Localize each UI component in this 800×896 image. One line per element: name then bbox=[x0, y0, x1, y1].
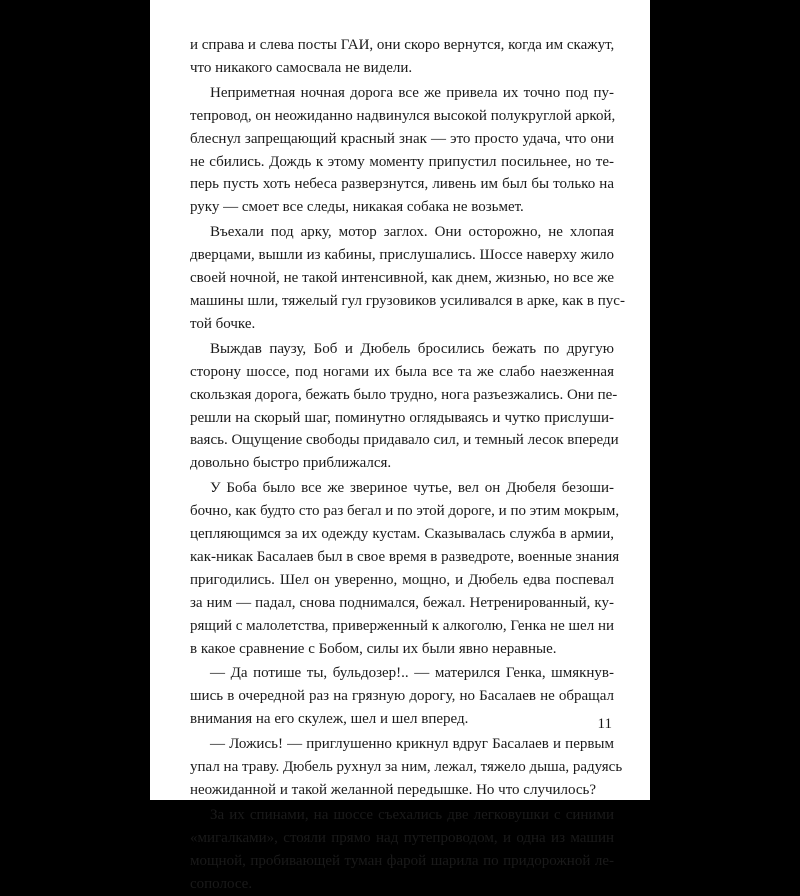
paragraph bbox=[190, 733, 623, 802]
text-line: упал на траву. Дюбель рухнул за ним, лежал, тяжело дыша, радуясь bbox=[190, 759, 623, 776]
text-line: скользкая дорога, бежать было трудно, нога разъезжались. Они пе- bbox=[190, 386, 618, 403]
text-line: как-никак Басалаев был в свое время в разведроте, военные знания bbox=[190, 548, 620, 565]
text-line: Въехали под арку, мотор заглох. Они осторожно, не хлопая bbox=[210, 224, 614, 241]
text-line: У Боба было все же звериное чутье, вел он Дюбеля безоши- bbox=[210, 480, 614, 497]
book-page bbox=[150, 0, 650, 892]
text-line: блеснул запрещающий красный знак — это просто удача, что они bbox=[190, 130, 614, 147]
text-line: неожиданной и такой желанной передышке. Но что случилось? bbox=[190, 782, 597, 798]
paragraph bbox=[190, 82, 614, 219]
text-line: За их спинами, на шоссе съехались две легковушки с синими bbox=[210, 806, 614, 823]
text-line: своей ночной, не такой интенсивной, как днем, жизнью, но все же bbox=[190, 270, 614, 287]
text-line: в какое сравнение с Бобом, силы их были явно неравные. bbox=[190, 640, 557, 657]
text-line: сополосе. bbox=[190, 875, 253, 892]
text-line: «мигалками», стояли прямо над путепроводом, и одна из машин bbox=[190, 829, 614, 846]
text-line: за ним — падал, снова поднимался, бежал. Нетренированный, ку- bbox=[190, 594, 614, 611]
text-line: мощной, пробивающей туман фарой шарила по придорожной ле- bbox=[190, 852, 614, 869]
text-line: что никакого самосвала не видели. bbox=[190, 59, 413, 76]
paragraph bbox=[190, 338, 619, 475]
text-line: ваясь. Ощущение свободы придавало сил, и темный лесок впереди bbox=[190, 432, 619, 449]
text-line: цепляющимся за их одежду кустам. Сказывалась служба в армии, bbox=[190, 526, 614, 543]
page-text bbox=[190, 34, 625, 896]
text-line: — Ложись! — приглушенно крикнул вдруг Басалаев и первым bbox=[210, 736, 614, 753]
paragraph bbox=[190, 477, 620, 660]
text-line: тепровод, он неожиданно надвинулся высокой полукруглой аркой, bbox=[190, 107, 616, 124]
text-line: — Да потише ты, бульдозер!.. — матерился Генка, шмякнув- bbox=[210, 665, 614, 682]
text-line: шись в очередной раз на грязную дорогу, но Басалаев не обращал bbox=[190, 688, 614, 705]
text-line: дверцами, вышли из кабины, прислушались. Шоссе наверху жило bbox=[190, 247, 614, 264]
text-line: внимания на его скулеж, шел и шел вперед. bbox=[190, 711, 469, 728]
text-line: бочно, как будто сто раз бегал и по этой дороге, и по этим мокрым, bbox=[190, 503, 620, 520]
text-line: перь пусть хоть небеса разверзнутся, ливень им был бы только на bbox=[190, 176, 614, 193]
paragraph bbox=[190, 662, 614, 731]
text-line: руку — смоет все следы, никакая собака не возьмет. bbox=[190, 199, 524, 216]
text-line: решли на скорый шаг, поминутно оглядываясь и чутко прислуши- bbox=[190, 409, 614, 426]
text-line: той бочке. bbox=[190, 315, 256, 332]
text-line: не сбились. Дождь к этому моменту припустил посильнее, но те- bbox=[190, 153, 614, 170]
text-line: пригодились. Шел он уверенно, мощно, и Дюбель едва поспевал bbox=[190, 571, 614, 588]
paragraph bbox=[190, 34, 614, 80]
page-number: 11 bbox=[597, 716, 612, 732]
text-line: сторону шоссе, под ногами их была все та же слабо наезженная bbox=[190, 363, 614, 380]
text-line: довольно быстро приближался. bbox=[190, 455, 392, 472]
text-line: машины шли, тяжелый гул грузовиков усиливался в арке, как в пус- bbox=[190, 292, 625, 309]
text-line: и справа и слева посты ГАИ, они скоро вернутся, когда им скажут, bbox=[190, 37, 615, 53]
text-line: рящий с малолетства, приверженный к алкоголю, Генка не шел ни bbox=[190, 617, 614, 634]
paragraph bbox=[190, 804, 614, 896]
text-line: Неприметная ночная дорога все же привела их точно под пу- bbox=[210, 84, 614, 101]
text-line: Выждав паузу, Боб и Дюбель бросились бежать по другую bbox=[210, 340, 614, 357]
paragraph bbox=[190, 221, 625, 336]
